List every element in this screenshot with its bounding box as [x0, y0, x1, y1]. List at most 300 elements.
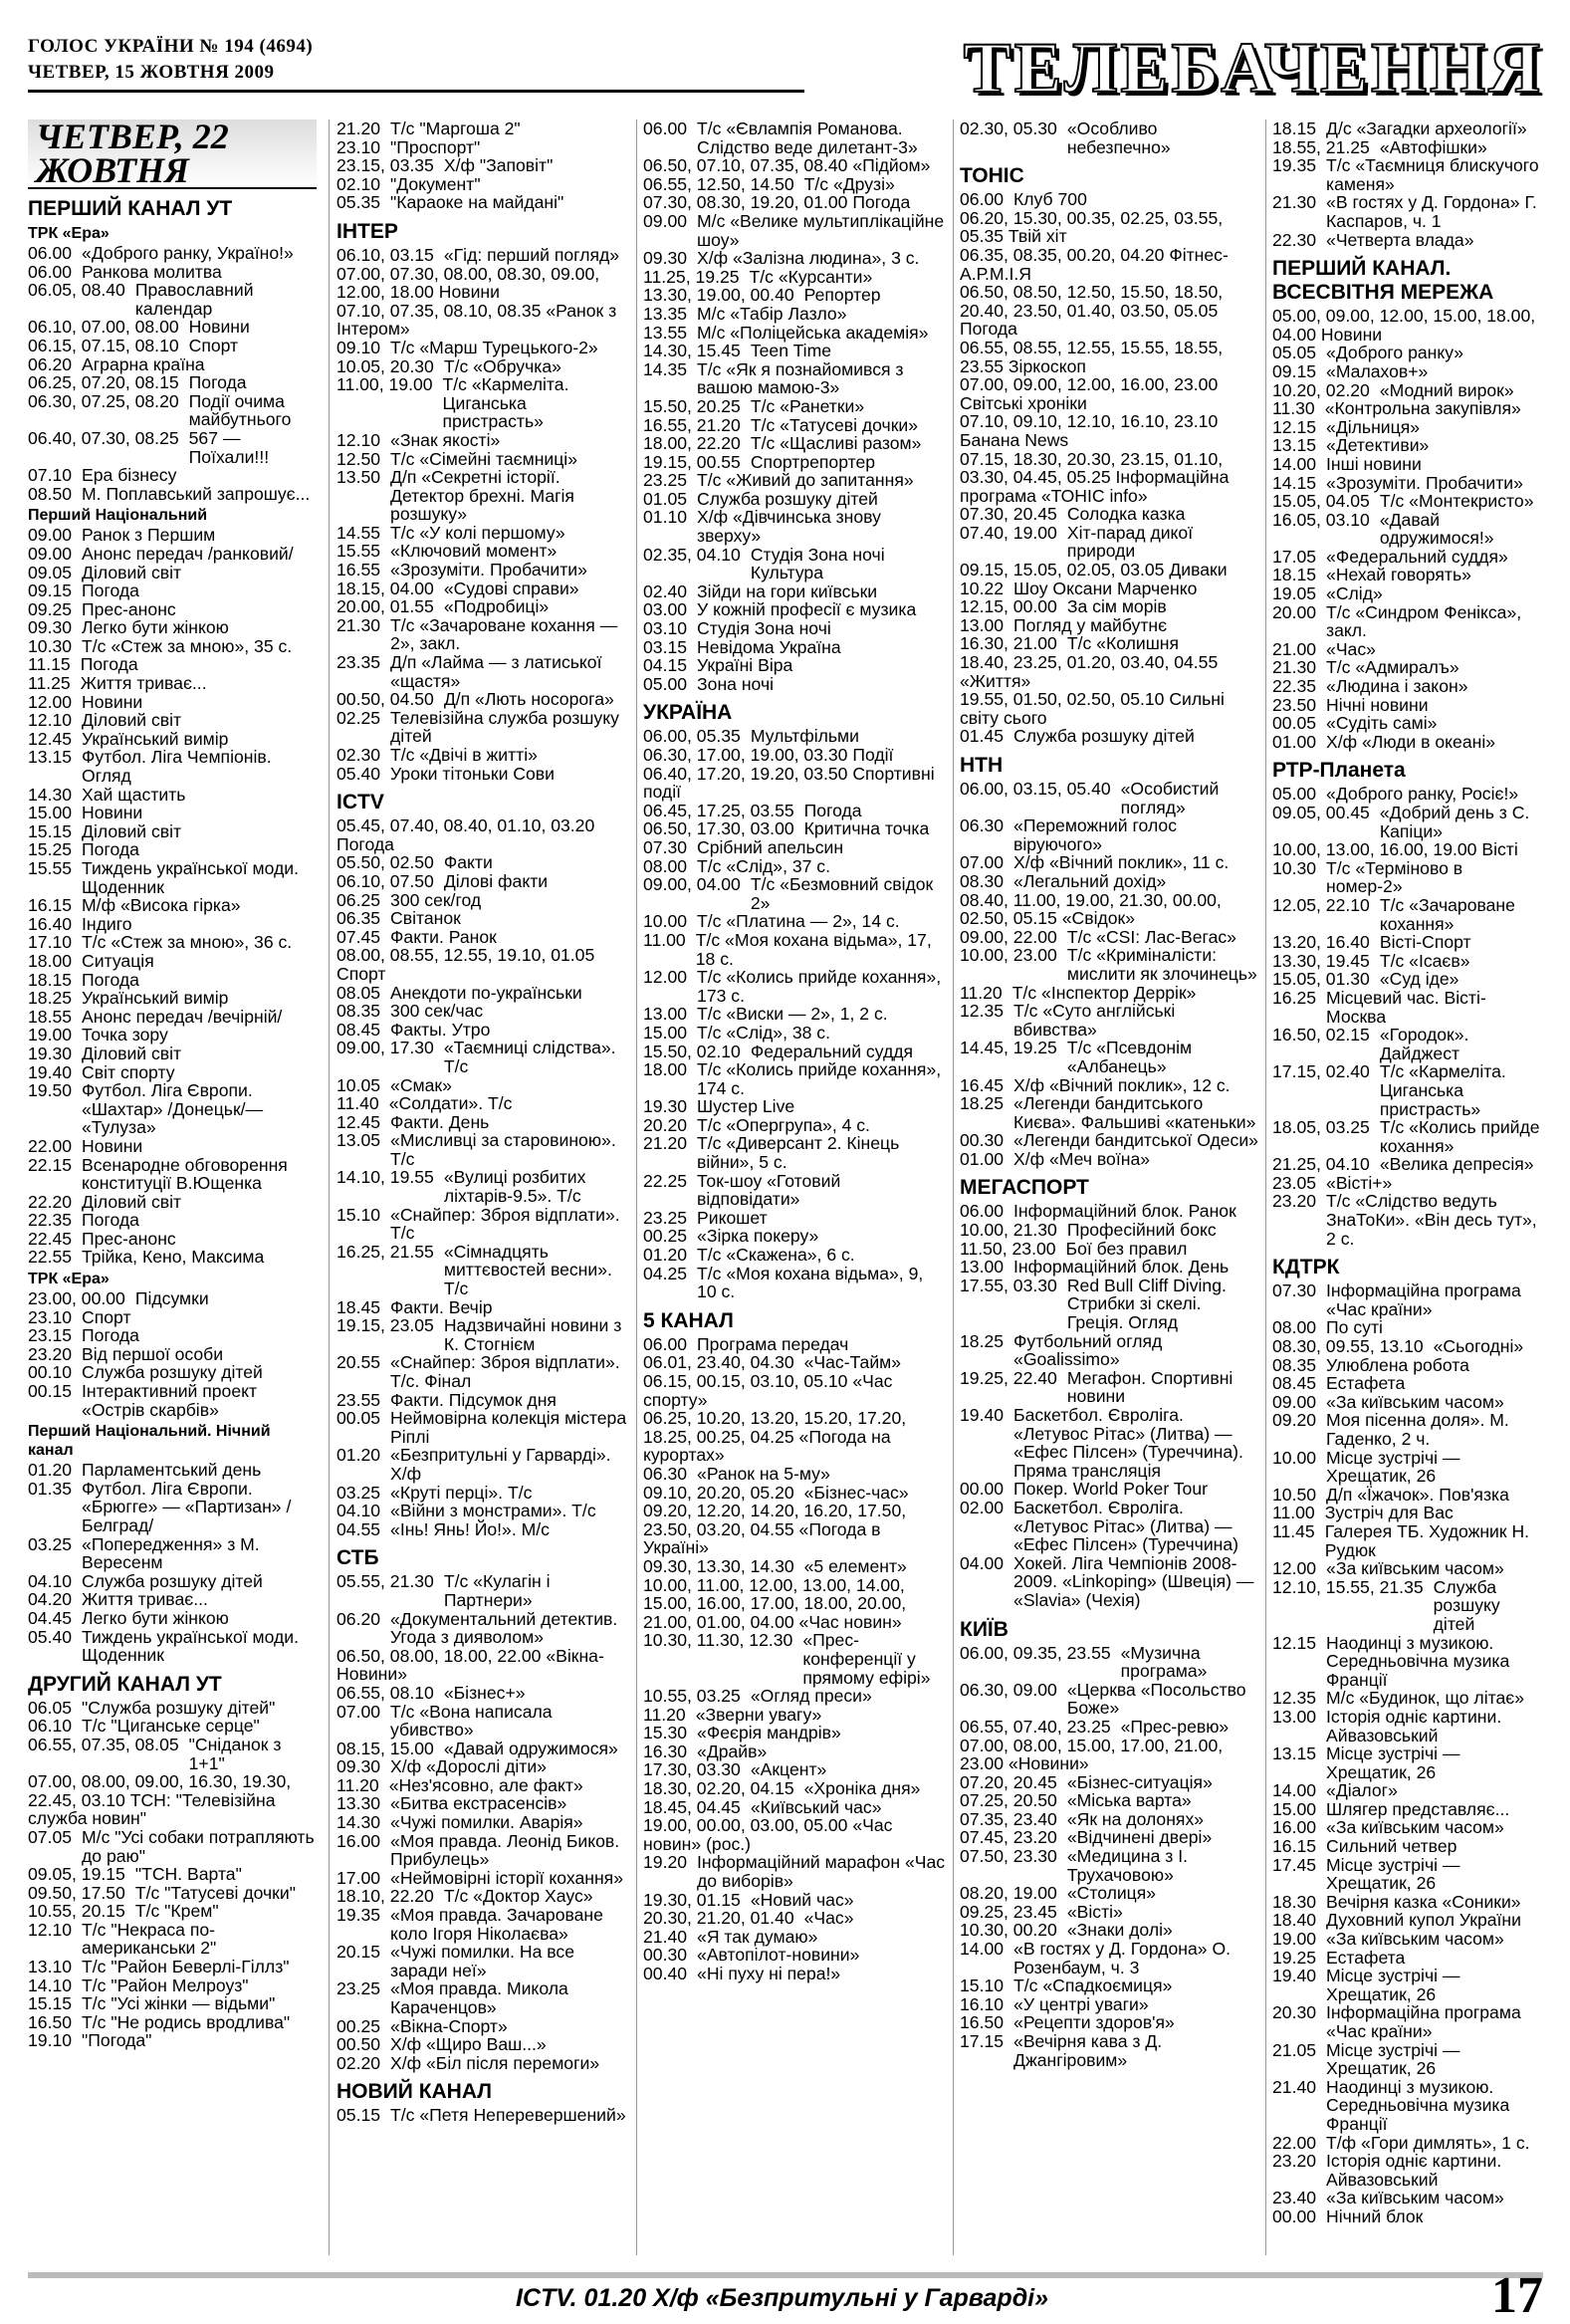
programme-title: Критична точка: [803, 818, 930, 839]
air-time: 18.45, 04.45: [643, 1796, 741, 1817]
air-time: 12.35: [960, 1001, 1005, 1022]
air-time: 00.40: [643, 1964, 688, 1983]
broadcaster-block: Перший Національний: [28, 507, 208, 525]
programme-title: «Суд іде»: [1379, 969, 1459, 990]
air-time: 07.15, 18.30, 20.30, 23.15, 01.10, 03.30, 04.45, 05.25: [960, 448, 1224, 488]
programme-listing: [960, 2013, 1260, 2032]
programme-listing: [643, 656, 947, 675]
air-time: 08.45: [336, 1019, 381, 1040]
programme-title: Т/с «Скажена», 6 с.: [697, 1245, 855, 1266]
air-time: 19.15, 00.55: [643, 451, 741, 472]
programme-listing: [1272, 418, 1543, 437]
air-time: 23.20: [1272, 1191, 1317, 1212]
programme-title: Т/с «Терміново в номер-2»: [1326, 857, 1463, 897]
programme-title: Погода: [803, 800, 862, 820]
programme-listing: [643, 582, 947, 601]
air-time: 22.00: [1272, 2132, 1317, 2153]
programme-title: Шоу Оксани Марченко: [1013, 578, 1198, 598]
programme-title: «Снайпер: Зброя відплати». Т/с: [390, 1204, 620, 1244]
programme-title: Вечірня казка «Соники»: [1326, 1891, 1521, 1912]
air-time: 10.05: [336, 1074, 381, 1095]
air-time: 15.00: [643, 1022, 688, 1043]
programme-listing: [960, 653, 1260, 690]
air-time: 16.50, 02.15: [1272, 1025, 1370, 1046]
programme-title: «Новий час»: [750, 1889, 854, 1910]
programme-title: Т/с "Район Мелроуз": [82, 1975, 249, 1995]
programme-title: Новини: [82, 803, 143, 823]
programme-title: Солодка казка: [1066, 504, 1186, 525]
air-time: 08.00: [643, 855, 688, 876]
programme-listing: [28, 1156, 317, 1193]
programme-listing: [28, 1211, 317, 1230]
programme-listing: [643, 819, 947, 838]
air-time: 06.05, 08.40: [28, 280, 125, 301]
air-time: 23.15: [28, 1325, 73, 1346]
air-time: 06.50, 08.50, 12.50, 15.50, 18.50, 20.40, 23.50, 01.40, 03.50, 05.05: [960, 282, 1224, 321]
air-time: 13.00: [643, 1004, 688, 1025]
air-time: 13.15: [28, 747, 73, 768]
air-time: 09.05, 00.45: [1272, 803, 1370, 822]
programme-listing: [643, 746, 947, 765]
air-time: 02.35, 04.10: [643, 544, 741, 565]
channel-name: ПЕРШИЙ КАНАЛ. ВСЕСВІТНЯ МЕРЕЖА: [1272, 257, 1494, 305]
air-time: 18.55, 21.25: [1272, 136, 1370, 157]
tv-schedule: [28, 119, 1543, 2255]
air-time: 14.15: [1272, 472, 1317, 493]
programme-title: Уроки тітоньки Сови: [390, 763, 555, 784]
air-time: 23.25: [336, 1978, 381, 1999]
air-time: 19.10: [28, 2030, 73, 2051]
air-time: 09.00: [28, 543, 73, 564]
programme-title: «Вечірня кава з Д. Джангіровим»: [1013, 2031, 1163, 2070]
programme-listing: [960, 690, 1260, 727]
programme-listing: [28, 786, 317, 805]
programme-listing: [336, 1610, 630, 1647]
air-time: 06.55, 07.40, 23.25: [960, 1716, 1111, 1737]
air-time: 06.40, 07.30, 08.25: [28, 427, 179, 448]
programme-title: Спортивні події: [643, 763, 935, 803]
programme-listing: [28, 1717, 317, 1736]
programme-title: «Акцент»: [750, 1759, 827, 1780]
air-time: 15.05, 01.30: [1272, 969, 1370, 990]
programme-title: Історія одніє картини. Айвазовський: [1326, 2151, 1502, 2190]
programme-title: Бої без правил: [1065, 1238, 1188, 1259]
programme-listing: [643, 546, 947, 582]
air-time: 11.40: [336, 1093, 379, 1114]
air-time: 01.20: [643, 1245, 688, 1266]
air-time: 16.40: [28, 913, 73, 934]
programme-title: «Гід: перший погляд»: [443, 244, 620, 265]
programme-listing: [643, 1724, 947, 1743]
air-time: 19.00: [28, 1025, 73, 1046]
programme-title: Інтерактивний проект «Острів скарбів»: [82, 1381, 258, 1420]
air-time: 10.30, 11.30, 12.30: [643, 1630, 793, 1651]
air-time: 04.10: [336, 1501, 381, 1521]
air-time: 16.05, 03.10: [1272, 509, 1370, 530]
programme-title: Життя триває...: [82, 1589, 208, 1610]
air-time: 21.20: [643, 1133, 688, 1154]
programme-title: Факти: [443, 852, 493, 873]
programme-listing: [960, 505, 1260, 524]
programme-title: Прес-анонс: [82, 1228, 176, 1249]
programme-listing: [960, 1773, 1260, 1792]
programme-title: Хіт-парад дикої природи: [1066, 522, 1194, 562]
programme-listing: [643, 1465, 947, 1484]
air-time: 00.05: [336, 1408, 381, 1429]
programme-listing: [643, 490, 947, 509]
air-time: 07.00, 08.00, 15.00, 17.00, 21.00, 23.00: [960, 1735, 1224, 1774]
programme-listing: [643, 1965, 947, 1983]
programme-listing: [960, 450, 1260, 506]
programme-listing: [1272, 1155, 1543, 1174]
programme-title: Новини: [82, 691, 143, 712]
programme-title: "Служба розшуку дітей": [82, 1697, 276, 1718]
programme-title: Погляд у майбутнє: [1013, 614, 1168, 635]
programme-title: Ранкова молитва: [82, 261, 222, 282]
programme-listing: [643, 1760, 947, 1779]
programme-title: Події очима майбутнього: [188, 390, 292, 430]
air-time: 06.00: [28, 243, 73, 263]
programme-title: «У центрі уваги»: [1013, 1993, 1149, 2014]
air-time: 17.55, 03.30: [960, 1275, 1057, 1295]
programme-listing: [336, 1131, 630, 1168]
air-time: 05.40: [336, 763, 381, 784]
air-time: 18.30: [1272, 1891, 1317, 1912]
programme-listing: [960, 2032, 1260, 2069]
programme-listing: [643, 1372, 947, 1409]
air-time: 00.25: [336, 2015, 381, 2036]
air-time: 14.30, 15.45: [643, 341, 741, 361]
air-time: 23.35: [336, 652, 381, 673]
air-time: 01.05: [643, 488, 688, 509]
programme-title: «Життя»: [960, 670, 1031, 691]
programme-listing: [1272, 1337, 1543, 1356]
air-time: 07.00, 09.00, 12.00, 16.00, 23.00: [960, 374, 1219, 395]
air-time: 15.00: [1272, 1798, 1317, 1819]
programme-listing: [28, 1572, 317, 1591]
air-time: 18.45: [336, 1296, 381, 1317]
programme-listing: [336, 265, 630, 302]
air-time: 00.50: [336, 2034, 381, 2055]
air-time: 20.55: [336, 1352, 381, 1373]
programme-listing: [1272, 474, 1543, 493]
programme-title: М/с «Велике мультиплікаційне шоу»: [697, 210, 945, 250]
programme-title: «Знаки долі»: [1066, 1920, 1173, 1941]
programme-title: «Попередження» з М. Вересенм: [82, 1533, 260, 1573]
air-time: 16.25: [1272, 987, 1317, 1008]
programme-listing: [643, 360, 947, 397]
programme-title: «Час спорту»: [643, 1371, 893, 1410]
programme-listing: [643, 453, 947, 472]
programme-title: Т/с «Зачароване кохання — 2», закл.: [390, 614, 618, 654]
air-time: 16.10: [960, 1993, 1005, 2014]
air-time: 00.00: [1272, 2206, 1317, 2226]
programme-title: «Знак якості»: [390, 429, 501, 450]
programme-listing: [960, 1995, 1260, 2014]
programme-title: Т/с «Кармеліта. Циганська пристрасть»: [442, 374, 569, 432]
air-time: 03.10: [643, 618, 688, 639]
air-time: 14.00: [1272, 453, 1317, 474]
programme-listing: [28, 1461, 317, 1480]
air-time: 07.00, 08.00, 09.00, 16.30, 19.30, 22.45, 03.10: [28, 1771, 292, 1810]
air-time: 09.00: [1272, 1391, 1317, 1412]
air-time: 06.10, 07.00, 08.00: [28, 317, 179, 338]
programme-listing: [1272, 584, 1543, 603]
programme-listing: [960, 1480, 1260, 1499]
programme-listing: [1272, 1192, 1543, 1248]
programme-listing: [643, 765, 947, 802]
programme-title: Анонс передач /вечірній/: [82, 1006, 283, 1027]
air-time: 09.10, 20.20, 05.20: [643, 1482, 794, 1503]
programme-title: «Судові справи»: [443, 578, 579, 598]
programme-listing: [960, 1847, 1260, 1884]
programme-listing: [28, 1772, 317, 1828]
programme-listing: [336, 1813, 630, 1832]
air-time: 10.00: [1272, 1447, 1317, 1468]
programme-listing: [960, 1644, 1260, 1681]
programme-listing: [1272, 2134, 1543, 2153]
programme-title: «Переможний голос віруючого»: [1013, 815, 1178, 854]
air-time: 06.00: [28, 261, 73, 282]
programme-listing: [28, 1902, 317, 1921]
programme-title: По суті: [1326, 1317, 1383, 1338]
programme-listing: [643, 397, 947, 416]
programme-title: Православний календар: [134, 280, 254, 319]
air-time: 13.00: [960, 614, 1005, 635]
channel-name: УКРАЇНА: [643, 701, 733, 725]
air-time: 21.05: [1272, 2039, 1317, 2060]
air-time: 05.05: [1272, 343, 1317, 363]
programme-title: «Як на долонях»: [1066, 1808, 1205, 1829]
programme-listing: [1272, 1781, 1543, 1800]
air-time: 06.55, 08.10: [336, 1682, 434, 1703]
programme-listing: [28, 952, 317, 971]
programme-listing: [1272, 307, 1543, 344]
air-time: 08.35: [1272, 1354, 1317, 1375]
programme-title: Т/с «Диверсант 2. Кінець війни», 5 с.: [697, 1133, 900, 1173]
programme-title: «Час-Тайм»: [803, 1352, 902, 1373]
programme-listing: [960, 561, 1260, 580]
programme-listing: [1272, 896, 1543, 933]
programme-title: Т/с «Моя кохана відьма», 17, 18 с.: [695, 929, 932, 969]
programme-listing: [1272, 548, 1543, 567]
programme-listing: [336, 928, 630, 947]
programme-listing: [960, 816, 1260, 853]
programme-listing: [1272, 1318, 1543, 1337]
air-time: 07.20, 20.45: [960, 1771, 1057, 1792]
air-time: 21.30: [1272, 192, 1317, 213]
air-time: 12.15: [1272, 1632, 1317, 1653]
air-time: 09.30: [643, 248, 688, 269]
programme-title: Ток-шоу «Готовий відповідати»: [697, 1170, 841, 1210]
programme-listing: [643, 1060, 947, 1097]
air-time: 11.50, 23.00: [960, 1238, 1056, 1259]
programme-title: Зустріч для Вас: [1324, 1503, 1454, 1523]
programme-listing: [28, 1308, 317, 1327]
air-time: 16.15: [1272, 1836, 1317, 1857]
programme-listing: [336, 853, 630, 872]
programme-listing: [1272, 952, 1543, 971]
programme-listing: [336, 1353, 630, 1390]
air-time: 14.45, 19.25: [960, 1038, 1057, 1058]
air-time: 05.50, 02.50: [336, 852, 434, 873]
programme-listing: [28, 1736, 317, 1772]
air-time: 07.30: [1272, 1280, 1317, 1301]
programme-title: Наодинці з музикою. Середньовічна музика Франції: [1326, 2076, 1510, 2134]
air-time: 05.45, 07.40, 08.40, 01.10, 03.20: [336, 815, 595, 836]
programme-title: Т/с «Безмовний свідок 2»: [750, 874, 934, 913]
programme-listing: [1272, 138, 1543, 157]
programme-listing: [1272, 2003, 1543, 2040]
air-time: 06.01, 23.40, 04.30: [643, 1352, 794, 1373]
programme-listing: [1272, 436, 1543, 455]
programme-title: Покер. World Poker Tour: [1013, 1479, 1208, 1500]
programme-listing: [960, 1150, 1260, 1169]
air-time: 06.10, 07.50: [336, 870, 434, 891]
programme-title: «Київський час»: [750, 1796, 882, 1817]
air-time: 18.00: [643, 1059, 688, 1080]
programme-title: Новини: [82, 1135, 143, 1156]
air-time: 14.00: [960, 1939, 1005, 1960]
programme-listing: [643, 1353, 947, 1372]
programme-title: «Безпритульні у Гарварді». Х/ф: [390, 1445, 611, 1484]
programme-title: «Людина і закон»: [1326, 676, 1468, 697]
programme-listing: [336, 1002, 630, 1021]
programme-listing: [960, 1554, 1260, 1610]
masthead-rule: [28, 90, 804, 93]
programme-listing: [960, 190, 1260, 209]
programme-listing: [336, 2106, 630, 2125]
programme-listing: [1272, 1578, 1543, 1634]
air-time: 11.00: [1272, 1503, 1315, 1523]
channel-name: ТОНІС: [960, 164, 1024, 188]
air-time: 11.20: [336, 1774, 379, 1795]
programme-title: Місце зустрічі — Хрещатик, 26: [1326, 1966, 1460, 2004]
air-time: 19.25: [1272, 1947, 1317, 1968]
programme-listing: [28, 1382, 317, 1419]
channel-name: 5 КАНАЛ: [643, 1308, 734, 1332]
programme-title: Місцевий час. Вісті-Москва: [1326, 987, 1486, 1027]
air-time: 09.05: [28, 562, 73, 582]
air-time: 19.40: [28, 1061, 73, 1082]
programme-listing: [960, 1002, 1260, 1039]
air-time: 06.50, 08.00, 18.00, 22.00: [336, 1645, 547, 1666]
programme-title: Т/с «Інспектор Деррік»: [1011, 982, 1197, 1003]
programme-listing: [960, 727, 1260, 746]
programme-title: Т/с "Крем": [134, 1901, 219, 1922]
programme-listing: [336, 1740, 630, 1758]
programme-title: Т/с "Район Беверлі-Гіллз": [82, 1957, 290, 1977]
air-time: 11.25: [28, 673, 71, 694]
programme-listing: [1272, 492, 1543, 511]
air-time: 05.15: [336, 2105, 381, 2126]
air-time: 06.00, 03.15, 05.40: [960, 779, 1111, 799]
air-time: 14.30: [28, 784, 73, 805]
air-time: 07.10, 09.10, 12.10, 16.10, 23.10: [960, 411, 1219, 432]
programme-listing: [336, 542, 630, 561]
programme-title: Легко бути жінкою: [82, 1607, 229, 1628]
programme-title: Д/п «Лайма — з латиської «щастя»: [390, 652, 602, 691]
air-time: 16.55: [336, 560, 381, 581]
air-time: 18.55: [28, 1006, 73, 1027]
programme-title: «Огляд преси»: [750, 1686, 872, 1707]
air-time: 10.20, 02.20: [1272, 379, 1370, 400]
air-time: 20.00: [1272, 601, 1317, 622]
programme-listing: [643, 1227, 947, 1246]
programme-listing: [1272, 1856, 1543, 1893]
programme-title: Т/с «Стеж за мною», 36 с.: [82, 932, 293, 953]
air-time: 15.15: [28, 820, 73, 841]
air-time: 19.15, 23.05: [336, 1315, 434, 1336]
programme-listing: [1272, 1744, 1543, 1781]
programme-title: Спортрепортер: [750, 451, 876, 472]
air-time: 16.30, 21.00: [960, 633, 1057, 654]
programme-listing: [336, 1446, 630, 1483]
programme-listing: [643, 1043, 947, 1061]
air-time: 01.20: [336, 1445, 381, 1466]
programme-title: «За київським часом»: [1326, 1558, 1504, 1579]
air-time: 23.20: [1272, 2151, 1317, 2172]
programme-title: «Автопілот-новини»: [697, 1945, 860, 1966]
air-time: 10.22: [960, 578, 1005, 598]
air-time: 12.00: [643, 967, 688, 988]
air-time: 07.45: [336, 926, 381, 947]
air-time: 17.15: [960, 2031, 1005, 2051]
programme-title: Т/с «Виски — 2», 1, 2 с.: [697, 1004, 888, 1025]
programme-title: «Час новин»: [798, 1611, 902, 1632]
air-time: 03.25: [28, 1533, 73, 1554]
air-time: 07.30, 08.30, 19.20, 01.00: [643, 192, 853, 213]
air-time: 06.55, 07.35, 08.05: [28, 1734, 179, 1754]
air-time: 07.10, 07.35, 08.10, 08.35: [336, 300, 547, 321]
programme-title: «Таємниці слідства». Т/с: [443, 1038, 616, 1076]
programme-listing: [1272, 1356, 1543, 1375]
air-time: 10.00, 11.00, 12.00, 13.00, 14.00, 15.00, 16.00, 17.00, 18.00, 20.00, 21.00, 01.00, 04.00: [643, 1574, 907, 1632]
programme-listing: [643, 1172, 947, 1209]
programme-title: Анекдоти по-українськи: [390, 982, 582, 1003]
programme-listing: [1272, 1118, 1543, 1155]
programme-listing: [28, 581, 317, 600]
programme-listing: [643, 119, 947, 156]
programme-listing: [960, 339, 1260, 375]
programme-title: «Малахов+»: [1326, 360, 1429, 381]
programme-title: Події: [852, 745, 894, 765]
programme-listing: [336, 450, 630, 469]
air-time: 02.30: [336, 745, 381, 765]
programme-listing: [643, 875, 947, 912]
programme-listing: [28, 318, 317, 337]
programme-listing: [643, 931, 947, 968]
programme-title: «Детективи»: [1326, 435, 1430, 456]
programme-listing: [28, 804, 317, 822]
programme-title: Зійди на гори київськи: [697, 581, 878, 601]
programme-title: Х/ф «Вічний поклик», 11 с.: [1013, 852, 1230, 873]
programme-listing: [28, 1289, 317, 1308]
programme-title: «Підйом»: [852, 155, 931, 176]
programme-listing: [960, 1131, 1260, 1150]
air-time: 07.10: [28, 465, 73, 486]
air-time: 12.35: [1272, 1688, 1317, 1709]
air-time: 03.00: [643, 599, 688, 620]
air-time: 06.30: [643, 1463, 688, 1484]
air-time: 06.55, 12.50, 14.50: [643, 173, 794, 194]
programme-listing: [960, 1277, 1260, 1332]
air-time: 18.10, 22.20: [336, 1886, 434, 1907]
programme-title: Діловий світ: [82, 1191, 182, 1212]
air-time: 22.15: [28, 1154, 73, 1175]
air-time: 09.00: [28, 525, 73, 546]
air-time: 09.05, 19.15: [28, 1864, 125, 1885]
